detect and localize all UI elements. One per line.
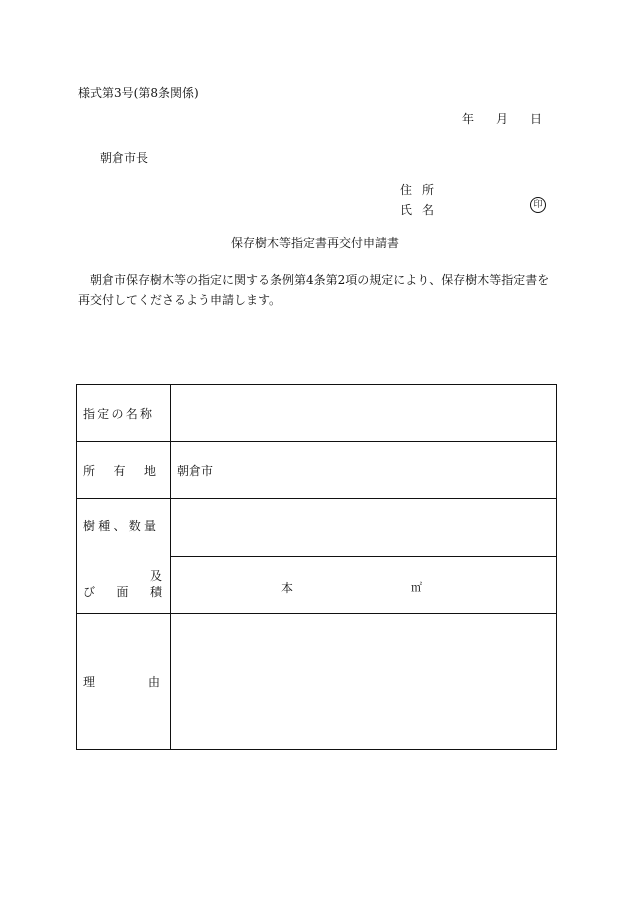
location-label (77, 442, 171, 499)
label-char: 定 (97, 406, 110, 421)
label-char: 由 (147, 675, 160, 689)
reason-label (77, 614, 171, 750)
area-label-line2 (83, 583, 162, 600)
quantity-area-field[interactable] (171, 556, 557, 614)
area-label-line1: 及 (149, 569, 162, 583)
addressee: 朝倉市長 (100, 151, 149, 165)
row-designation-name (77, 385, 557, 442)
label-char: 樹 (83, 519, 96, 533)
label-char: び (83, 585, 96, 599)
application-body: 朝倉市保存樹木等の指定に関する条例第4条第2項の規定により、保存樹木等指定書を再交付してくださるよう申請します。 (78, 273, 550, 307)
row-location (77, 442, 557, 499)
label-char: 、 (113, 519, 126, 533)
name-label: 氏名 (400, 203, 445, 217)
reason-field[interactable] (171, 614, 557, 750)
label-char: 有 (113, 463, 126, 478)
tree-type-qty-label (83, 517, 156, 534)
date-line (462, 113, 542, 125)
designation-name-field[interactable] (171, 385, 557, 442)
applicant-block (400, 180, 444, 220)
date-month-label: 月 (496, 112, 509, 126)
application-form-table (76, 384, 557, 750)
label-char: の (111, 406, 124, 421)
label-char: 地 (143, 463, 156, 478)
row-tree-type (77, 499, 557, 557)
form-number: 様式第3号(第8条関係) (78, 86, 199, 100)
label-char: 指 (83, 406, 96, 421)
label-char: 量 (143, 519, 156, 533)
location-field[interactable]: 朝倉市 (171, 442, 557, 499)
label-char: 称 (139, 406, 152, 421)
designation-name-label (77, 385, 171, 442)
label-char: 所 (83, 463, 96, 478)
area-unit: ㎡ (411, 580, 422, 594)
label-char: 名 (125, 406, 138, 421)
date-year-label: 年 (462, 112, 475, 126)
tree-type-field[interactable] (171, 499, 557, 557)
date-day-label: 日 (530, 112, 543, 126)
tree-count-unit: 本 (281, 580, 294, 595)
document-title: 保存樹木等指定書再交付申請書 (230, 236, 399, 250)
label-char: 面 (116, 585, 129, 599)
label-char: 種 (98, 519, 111, 533)
seal-mark: 印 (530, 197, 546, 213)
label-char: 理 (83, 675, 96, 689)
address-label: 住所 (400, 183, 445, 197)
label-char: 積 (149, 585, 162, 599)
tree-type-area-label (77, 499, 171, 614)
label-char: 数 (128, 519, 141, 533)
row-reason (77, 614, 557, 750)
